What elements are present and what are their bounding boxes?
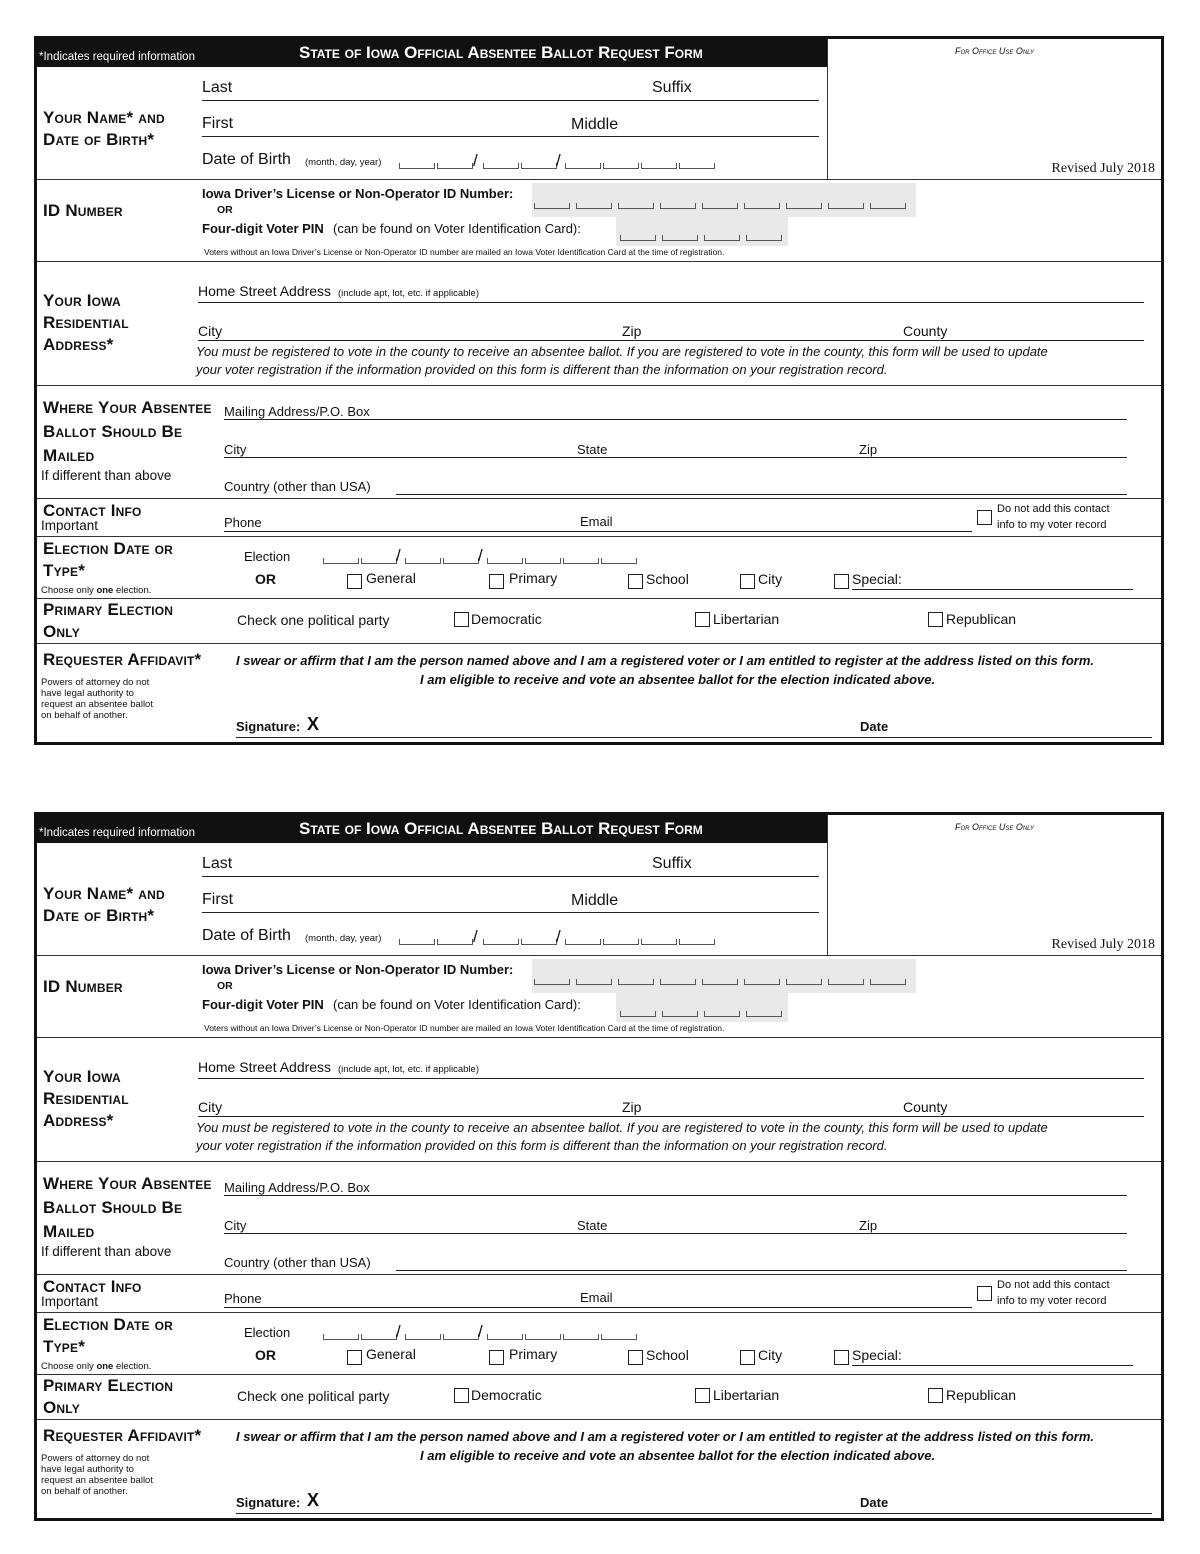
election-sublabel: Choose only one election. bbox=[41, 1361, 152, 1372]
election-or-label: OR bbox=[255, 571, 276, 587]
primary-section bbox=[37, 598, 1161, 644]
id-section bbox=[37, 179, 1161, 262]
primary-section bbox=[37, 1374, 1161, 1420]
republican-label: Republican bbox=[946, 611, 1017, 627]
election-section: Election Date or Type* Choose only one election. Election / / OR General Primary School City Special: bbox=[37, 536, 1161, 599]
mailing-section bbox=[37, 385, 1161, 499]
city-label: City bbox=[758, 571, 783, 587]
affidavit-section-label: Requester Affidavit* bbox=[43, 1426, 202, 1445]
libertarian-checkbox[interactable] bbox=[695, 1388, 710, 1403]
general-checkbox[interactable] bbox=[347, 574, 362, 589]
contact-optout-line1: Do not add this contact bbox=[997, 1279, 1110, 1291]
last-name-label: Last bbox=[202, 855, 233, 872]
street-address-hint: (include apt, lot, etc. if applicable) bbox=[338, 288, 479, 299]
signature-date-label: Date bbox=[860, 719, 889, 734]
school-label: School bbox=[646, 571, 689, 587]
primary-checkbox[interactable] bbox=[489, 1350, 504, 1365]
mail-city-label: City bbox=[224, 1218, 247, 1233]
dob-hint: (month, day, year) bbox=[305, 157, 382, 168]
street-address-label: Home Street Address bbox=[198, 1059, 332, 1075]
first-name-field[interactable] bbox=[202, 912, 819, 913]
voter-pin-field[interactable] bbox=[616, 216, 788, 246]
form-header bbox=[37, 39, 827, 67]
mail-city-state-zip-field[interactable] bbox=[224, 457, 1127, 458]
street-address-field[interactable] bbox=[198, 1078, 1144, 1079]
primary-section-label: Primary Election Only bbox=[43, 600, 174, 641]
election-date-label: Election bbox=[244, 1325, 291, 1340]
res-city-zip-county-field[interactable] bbox=[198, 340, 1144, 341]
contact-optout-line2: info to my voter record bbox=[997, 1295, 1107, 1307]
last-name-field[interactable] bbox=[202, 100, 819, 101]
election-section: Election Date or Type* Choose only one election. Election / / OR General Primary School City Special: bbox=[37, 1312, 1161, 1375]
primary-label: Primary bbox=[509, 570, 558, 586]
affidavit-section bbox=[37, 1419, 1161, 1522]
party-instruction: Check one political party bbox=[237, 1388, 390, 1404]
mail-state-label: State bbox=[577, 1218, 608, 1233]
affidavit-section-label: Requester Affidavit* bbox=[43, 650, 202, 669]
res-city-zip-county-field[interactable] bbox=[198, 1116, 1144, 1117]
election-section-label: Election Date or Type* bbox=[43, 1315, 174, 1356]
mailing-section-label: Where Your Absentee Ballot Should Be Mailed bbox=[43, 398, 212, 465]
republican-checkbox[interactable] bbox=[928, 1388, 943, 1403]
street-address-label: Home Street Address bbox=[198, 283, 332, 299]
name-section-label: Your Name* and Date of Birth* bbox=[43, 108, 165, 149]
mailing-section-label: Where Your Absentee Ballot Should Be Mailed bbox=[43, 1174, 212, 1241]
id-or-label: OR bbox=[217, 980, 233, 992]
election-date-label: Election bbox=[244, 549, 291, 564]
dob-label: Date of Birth bbox=[202, 927, 291, 944]
mailing-sublabel: If different than above bbox=[41, 1244, 172, 1259]
school-checkbox[interactable] bbox=[628, 574, 643, 589]
last-name-label: Last bbox=[202, 79, 233, 96]
id-section-label: ID Number bbox=[43, 977, 123, 996]
contact-section-label: Contact Info bbox=[43, 1277, 142, 1296]
democratic-checkbox[interactable] bbox=[454, 612, 469, 627]
mail-country-label: Country (other than USA) bbox=[224, 479, 371, 494]
city-checkbox[interactable] bbox=[740, 1350, 755, 1365]
election-section-label: Election Date or Type* bbox=[43, 539, 174, 580]
contact-section bbox=[37, 1274, 1161, 1313]
office-use-area bbox=[827, 39, 1161, 179]
form-title: State of Iowa Official Absentee Ballot Request Form bbox=[299, 43, 703, 62]
special-checkbox[interactable] bbox=[834, 1350, 849, 1365]
res-county-label: County bbox=[903, 1099, 948, 1115]
affidavit-note: Powers of attorney do not have legal authority to request an absentee ballot on behalf of another. bbox=[41, 677, 153, 721]
contact-optout-checkbox[interactable] bbox=[977, 510, 992, 525]
form-header bbox=[37, 815, 827, 843]
street-address-field[interactable] bbox=[198, 302, 1144, 303]
drivers-license-label: Iowa Driver’s License or Non-Operator ID Number: bbox=[202, 962, 514, 977]
registration-note-line1: You must be registered to vote in the county to receive an absentee ballot. If you are registered to vote in the county, this form will be used to update bbox=[196, 344, 1048, 359]
oath-line2: I am eligible to receive and vote an absentee ballot for the election indicated above. bbox=[420, 1448, 936, 1463]
name-section-label: Your Name* and Date of Birth* bbox=[43, 884, 165, 925]
revision-date: Revised July 2018 bbox=[1051, 937, 1155, 952]
school-checkbox[interactable] bbox=[628, 1350, 643, 1365]
general-label: General bbox=[366, 570, 416, 586]
voter-pin-label: Four-digit Voter PIN bbox=[202, 997, 324, 1012]
required-note: *Indicates required information bbox=[39, 827, 195, 839]
form-title: State of Iowa Official Absentee Ballot Request Form bbox=[299, 819, 703, 838]
city-checkbox[interactable] bbox=[740, 574, 755, 589]
general-checkbox[interactable] bbox=[347, 1350, 362, 1365]
mailing-address-label: Mailing Address/P.O. Box bbox=[224, 1180, 370, 1195]
res-zip-label: Zip bbox=[622, 1099, 642, 1115]
contact-optout-checkbox[interactable] bbox=[977, 1286, 992, 1301]
affidavit-note: Powers of attorney do not have legal authority to request an absentee ballot on behalf of another. bbox=[41, 1453, 153, 1497]
office-use-label: For Office Use Only bbox=[955, 822, 1034, 832]
id-note: Voters without an Iowa Driver’s License or Non-Operator ID number are mailed an Iowa Voter Identification Card at the time of registration. bbox=[204, 1023, 725, 1033]
name-section: Your Name* and Date of Birth* Last Suffix First Middle Date of Birth (month, day, year) / / bbox=[37, 67, 827, 179]
republican-checkbox[interactable] bbox=[928, 612, 943, 627]
primary-section-label: Primary Election Only bbox=[43, 1376, 174, 1417]
mailing-address-field[interactable] bbox=[224, 419, 1127, 420]
contact-optout-line1: Do not add this contact bbox=[997, 503, 1110, 515]
residential-section bbox=[37, 1037, 1161, 1162]
residential-section-label: Your Iowa Residential Address* bbox=[43, 1067, 129, 1130]
id-note: Voters without an Iowa Driver’s License or Non-Operator ID number are mailed an Iowa Voter Identification Card at the time of registration. bbox=[204, 247, 725, 257]
phone-email-field[interactable] bbox=[224, 531, 972, 532]
absentee-ballot-request-form bbox=[34, 36, 1164, 745]
residential-section bbox=[37, 261, 1161, 386]
libertarian-label: Libertarian bbox=[713, 1387, 780, 1403]
mail-city-state-zip-field[interactable] bbox=[224, 1233, 1127, 1234]
office-use-area bbox=[827, 815, 1161, 955]
signature-label: Signature: bbox=[236, 719, 301, 734]
drivers-license-field[interactable] bbox=[532, 183, 916, 217]
phone-label: Phone bbox=[224, 1291, 262, 1306]
voter-pin-label: Four-digit Voter PIN bbox=[202, 221, 324, 236]
email-label: Email bbox=[580, 1290, 613, 1305]
school-label: School bbox=[646, 1347, 689, 1363]
mail-zip-label: Zip bbox=[859, 1218, 878, 1233]
libertarian-checkbox[interactable] bbox=[695, 612, 710, 627]
first-name-field[interactable] bbox=[202, 136, 819, 137]
suffix-label: Suffix bbox=[652, 855, 692, 872]
mail-zip-label: Zip bbox=[859, 442, 878, 457]
id-or-label: OR bbox=[217, 204, 233, 216]
dob-hint: (month, day, year) bbox=[305, 933, 382, 944]
republican-label: Republican bbox=[946, 1387, 1017, 1403]
special-field[interactable] bbox=[852, 589, 1133, 590]
contact-section bbox=[37, 498, 1161, 537]
drivers-license-label: Iowa Driver’s License or Non-Operator ID Number: bbox=[202, 186, 514, 201]
first-name-label: First bbox=[202, 891, 234, 908]
drivers-license-field[interactable] bbox=[532, 959, 916, 993]
first-name-label: First bbox=[202, 115, 234, 132]
residential-section-label: Your Iowa Residential Address* bbox=[43, 291, 129, 354]
required-note: *Indicates required information bbox=[39, 51, 195, 63]
general-label: General bbox=[366, 1346, 416, 1362]
mail-country-field[interactable] bbox=[396, 494, 1127, 495]
signature-date-label: Date bbox=[860, 1495, 889, 1510]
signature-mark: X bbox=[307, 714, 320, 734]
signature-field[interactable] bbox=[236, 1513, 1152, 1514]
mail-state-label: State bbox=[577, 442, 608, 457]
oath-line2: I am eligible to receive and vote an absentee ballot for the election indicated above. bbox=[420, 672, 936, 687]
mail-city-label: City bbox=[224, 442, 247, 457]
special-checkbox[interactable] bbox=[834, 574, 849, 589]
special-label: Special: bbox=[852, 1347, 902, 1363]
last-name-field[interactable] bbox=[202, 876, 819, 877]
res-city-label: City bbox=[198, 1099, 223, 1115]
contact-sublabel: Important bbox=[41, 1294, 99, 1309]
signature-mark: X bbox=[307, 1490, 320, 1510]
special-label: Special: bbox=[852, 571, 902, 587]
absentee-ballot-request-form bbox=[34, 812, 1164, 1521]
contact-optout-line2: info to my voter record bbox=[997, 519, 1107, 531]
democratic-label: Democratic bbox=[471, 1387, 542, 1403]
revision-date: Revised July 2018 bbox=[1051, 161, 1155, 176]
primary-checkbox[interactable] bbox=[489, 574, 504, 589]
election-sublabel: Choose only one election. bbox=[41, 585, 152, 596]
res-city-label: City bbox=[198, 323, 223, 339]
oath-line1: I swear or affirm that I am the person named above and I am a registered voter or I am entitled to register at the address listed on this form. bbox=[236, 653, 1094, 668]
phone-email-field[interactable] bbox=[224, 1307, 972, 1308]
office-use-label: For Office Use Only bbox=[955, 46, 1034, 56]
mailing-section bbox=[37, 1161, 1161, 1275]
registration-note-line2: your voter registration if the information provided on this form is different than the information on your registration record. bbox=[196, 1138, 888, 1153]
mailing-address-label: Mailing Address/P.O. Box bbox=[224, 404, 370, 419]
special-field[interactable] bbox=[852, 1365, 1133, 1366]
middle-name-label: Middle bbox=[571, 116, 619, 133]
res-county-label: County bbox=[903, 323, 948, 339]
res-zip-label: Zip bbox=[622, 323, 642, 339]
mail-country-label: Country (other than USA) bbox=[224, 1255, 371, 1270]
signature-label: Signature: bbox=[236, 1495, 301, 1510]
mailing-address-field[interactable] bbox=[224, 1195, 1127, 1196]
name-section: Your Name* and Date of Birth* Last Suffix First Middle Date of Birth (month, day, year) / / bbox=[37, 843, 827, 955]
primary-label: Primary bbox=[509, 1346, 558, 1362]
street-address-hint: (include apt, lot, etc. if applicable) bbox=[338, 1064, 479, 1075]
city-label: City bbox=[758, 1347, 783, 1363]
id-section-label: ID Number bbox=[43, 201, 123, 220]
voter-pin-hint: (can be found on Voter Identification Card): bbox=[333, 221, 581, 236]
democratic-checkbox[interactable] bbox=[454, 1388, 469, 1403]
voter-pin-field[interactable] bbox=[616, 992, 788, 1022]
suffix-label: Suffix bbox=[652, 79, 692, 96]
affidavit-section bbox=[37, 643, 1161, 746]
mail-country-field[interactable] bbox=[396, 1270, 1127, 1271]
democratic-label: Democratic bbox=[471, 611, 542, 627]
party-instruction: Check one political party bbox=[237, 612, 390, 628]
contact-sublabel: Important bbox=[41, 518, 99, 533]
signature-field[interactable] bbox=[236, 737, 1152, 738]
oath-line1: I swear or affirm that I am the person named above and I am a registered voter or I am entitled to register at the address listed on this form. bbox=[236, 1429, 1094, 1444]
email-label: Email bbox=[580, 514, 613, 529]
dob-label: Date of Birth bbox=[202, 151, 291, 168]
election-or-label: OR bbox=[255, 1347, 276, 1363]
voter-pin-hint: (can be found on Voter Identification Card): bbox=[333, 997, 581, 1012]
registration-note-line1: You must be registered to vote in the county to receive an absentee ballot. If you are registered to vote in the county, this form will be used to update bbox=[196, 1120, 1048, 1135]
registration-note-line2: your voter registration if the information provided on this form is different than the information on your registration record. bbox=[196, 362, 888, 377]
phone-label: Phone bbox=[224, 515, 262, 530]
middle-name-label: Middle bbox=[571, 892, 619, 909]
libertarian-label: Libertarian bbox=[713, 611, 780, 627]
id-section bbox=[37, 955, 1161, 1038]
contact-section-label: Contact Info bbox=[43, 501, 142, 520]
mailing-sublabel: If different than above bbox=[41, 468, 172, 483]
